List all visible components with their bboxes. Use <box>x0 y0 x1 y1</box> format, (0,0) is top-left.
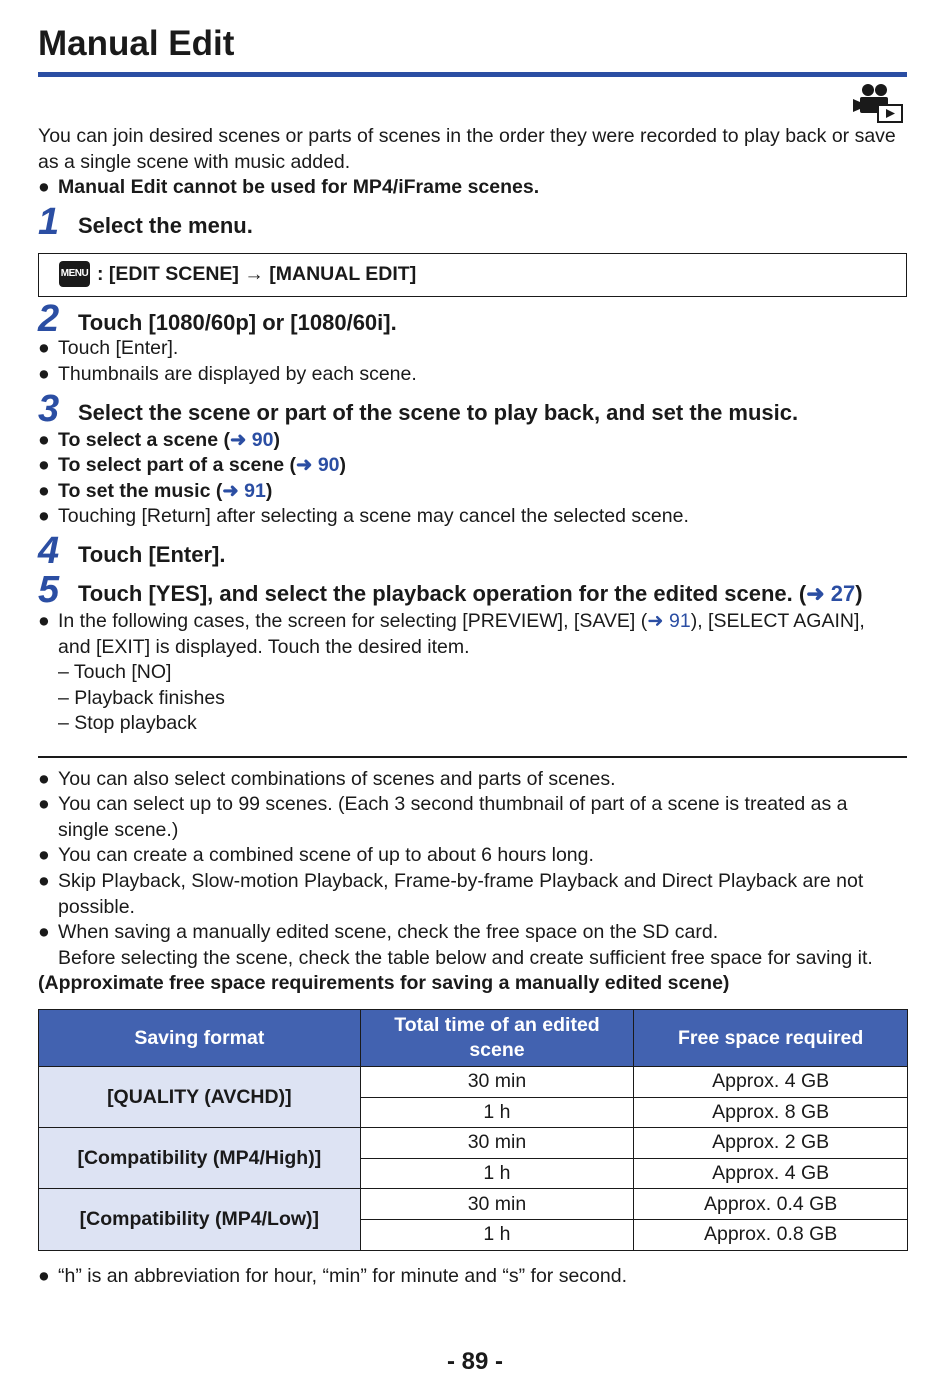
space-cell: Approx. 0.8 GB <box>634 1219 908 1250</box>
step-2-number: 2 <box>38 298 60 340</box>
bullet-icon: ● <box>38 176 50 198</box>
arrow-icon: ➜ <box>222 480 239 502</box>
step-2-title: Touch [1080/60p] or [1080/60i]. <box>78 310 397 335</box>
section-divider <box>38 756 907 758</box>
arrow-icon: ➜ <box>296 454 313 476</box>
time-cell: 1 h <box>360 1158 634 1189</box>
bullet-icon: ● <box>38 1265 50 1287</box>
space-cell: Approx. 0.4 GB <box>634 1189 908 1220</box>
page-link-90[interactable]: ➜ 90 <box>229 429 274 451</box>
format-cell: [QUALITY (AVCHD)] <box>39 1067 361 1128</box>
step-3-title: Select the scene or part of the scene to play back, and set the music. <box>78 400 799 425</box>
page-link-27[interactable]: ➜ 27 <box>806 581 856 606</box>
intro-line-1: You can join desired scenes or parts of scenes in the order they were recorded to play back or save <box>38 125 896 147</box>
menu-path-box <box>38 253 907 297</box>
table-header-row <box>39 1010 908 1067</box>
space-cell: Approx. 4 GB <box>634 1158 908 1189</box>
time-cell: 1 h <box>360 1219 634 1250</box>
header-free-space: Free space required <box>634 1010 908 1067</box>
step-3-number: 3 <box>38 388 60 430</box>
step-5-title: Touch [YES], and select the playback operation for the edited scene. (➜ 27) <box>78 581 863 606</box>
bullet-icon: ● <box>38 429 50 451</box>
video-playback-mode-icon <box>850 82 904 124</box>
format-cell: [Compatibility (MP4/Low)] <box>39 1189 361 1250</box>
arrow-icon: ➜ <box>806 581 825 606</box>
arrow-icon: ➜ <box>647 610 664 632</box>
step-4-title: Touch [Enter]. <box>78 542 226 567</box>
page-link-91[interactable]: ➜ 91 <box>647 610 691 632</box>
page-link-91[interactable]: ➜ 91 <box>222 480 266 502</box>
header-saving-format: Saving format <box>39 1010 361 1067</box>
menu-icon: MENU <box>59 261 90 287</box>
time-cell: 30 min <box>360 1067 634 1098</box>
bullet-icon: ● <box>38 921 50 943</box>
case-touch-no: – Touch [NO] <box>58 661 172 683</box>
bullet-icon: ● <box>38 768 50 790</box>
step-1-number: 1 <box>38 201 60 243</box>
step-5-number: 5 <box>38 569 60 611</box>
time-cell: 30 min <box>360 1189 634 1220</box>
bullet-icon: ● <box>38 337 50 359</box>
space-cell: Approx. 4 GB <box>634 1067 908 1098</box>
free-space-table <box>38 1009 908 1251</box>
header-total-time: Total time of an edited scene <box>360 1010 634 1067</box>
bullet-icon: ● <box>38 793 50 815</box>
page-link-90[interactable]: ➜ 90 <box>296 454 340 476</box>
step-1-title: Select the menu. <box>78 213 253 238</box>
bullet-icon: ● <box>38 480 50 502</box>
page-number: - 89 - <box>446 1348 503 1375</box>
page-title: Manual Edit <box>38 24 235 63</box>
space-cell: Approx. 8 GB <box>634 1097 908 1128</box>
bullet-icon: ● <box>38 505 50 527</box>
bullet-icon: ● <box>38 610 50 632</box>
bullet-icon: ● <box>38 844 50 866</box>
format-cell: [Compatibility (MP4/High)] <box>39 1128 361 1189</box>
table-caption: (Approximate free space requirements for saving a manually edited scene) <box>38 972 730 994</box>
bullet-icon: ● <box>38 363 50 385</box>
arrow-icon: ➜ <box>229 429 247 451</box>
case-stop-playback: – Stop playback <box>58 712 197 734</box>
step-4-number: 4 <box>38 530 60 572</box>
case-playback-finishes: – Playback finishes <box>58 687 225 709</box>
bullet-icon: ● <box>38 870 50 892</box>
table-row <box>39 1128 908 1159</box>
intro-line-2: as a single scene with music added. <box>38 151 351 173</box>
space-cell: Approx. 2 GB <box>634 1128 908 1159</box>
title-rule <box>38 72 907 77</box>
bullet-icon: ● <box>38 454 50 476</box>
table-row <box>39 1067 908 1098</box>
table-row <box>39 1189 908 1220</box>
time-cell: 30 min <box>360 1128 634 1159</box>
menu-path-text: : [EDIT SCENE] → [MANUAL EDIT] <box>97 263 417 285</box>
time-cell: 1 h <box>360 1097 634 1128</box>
